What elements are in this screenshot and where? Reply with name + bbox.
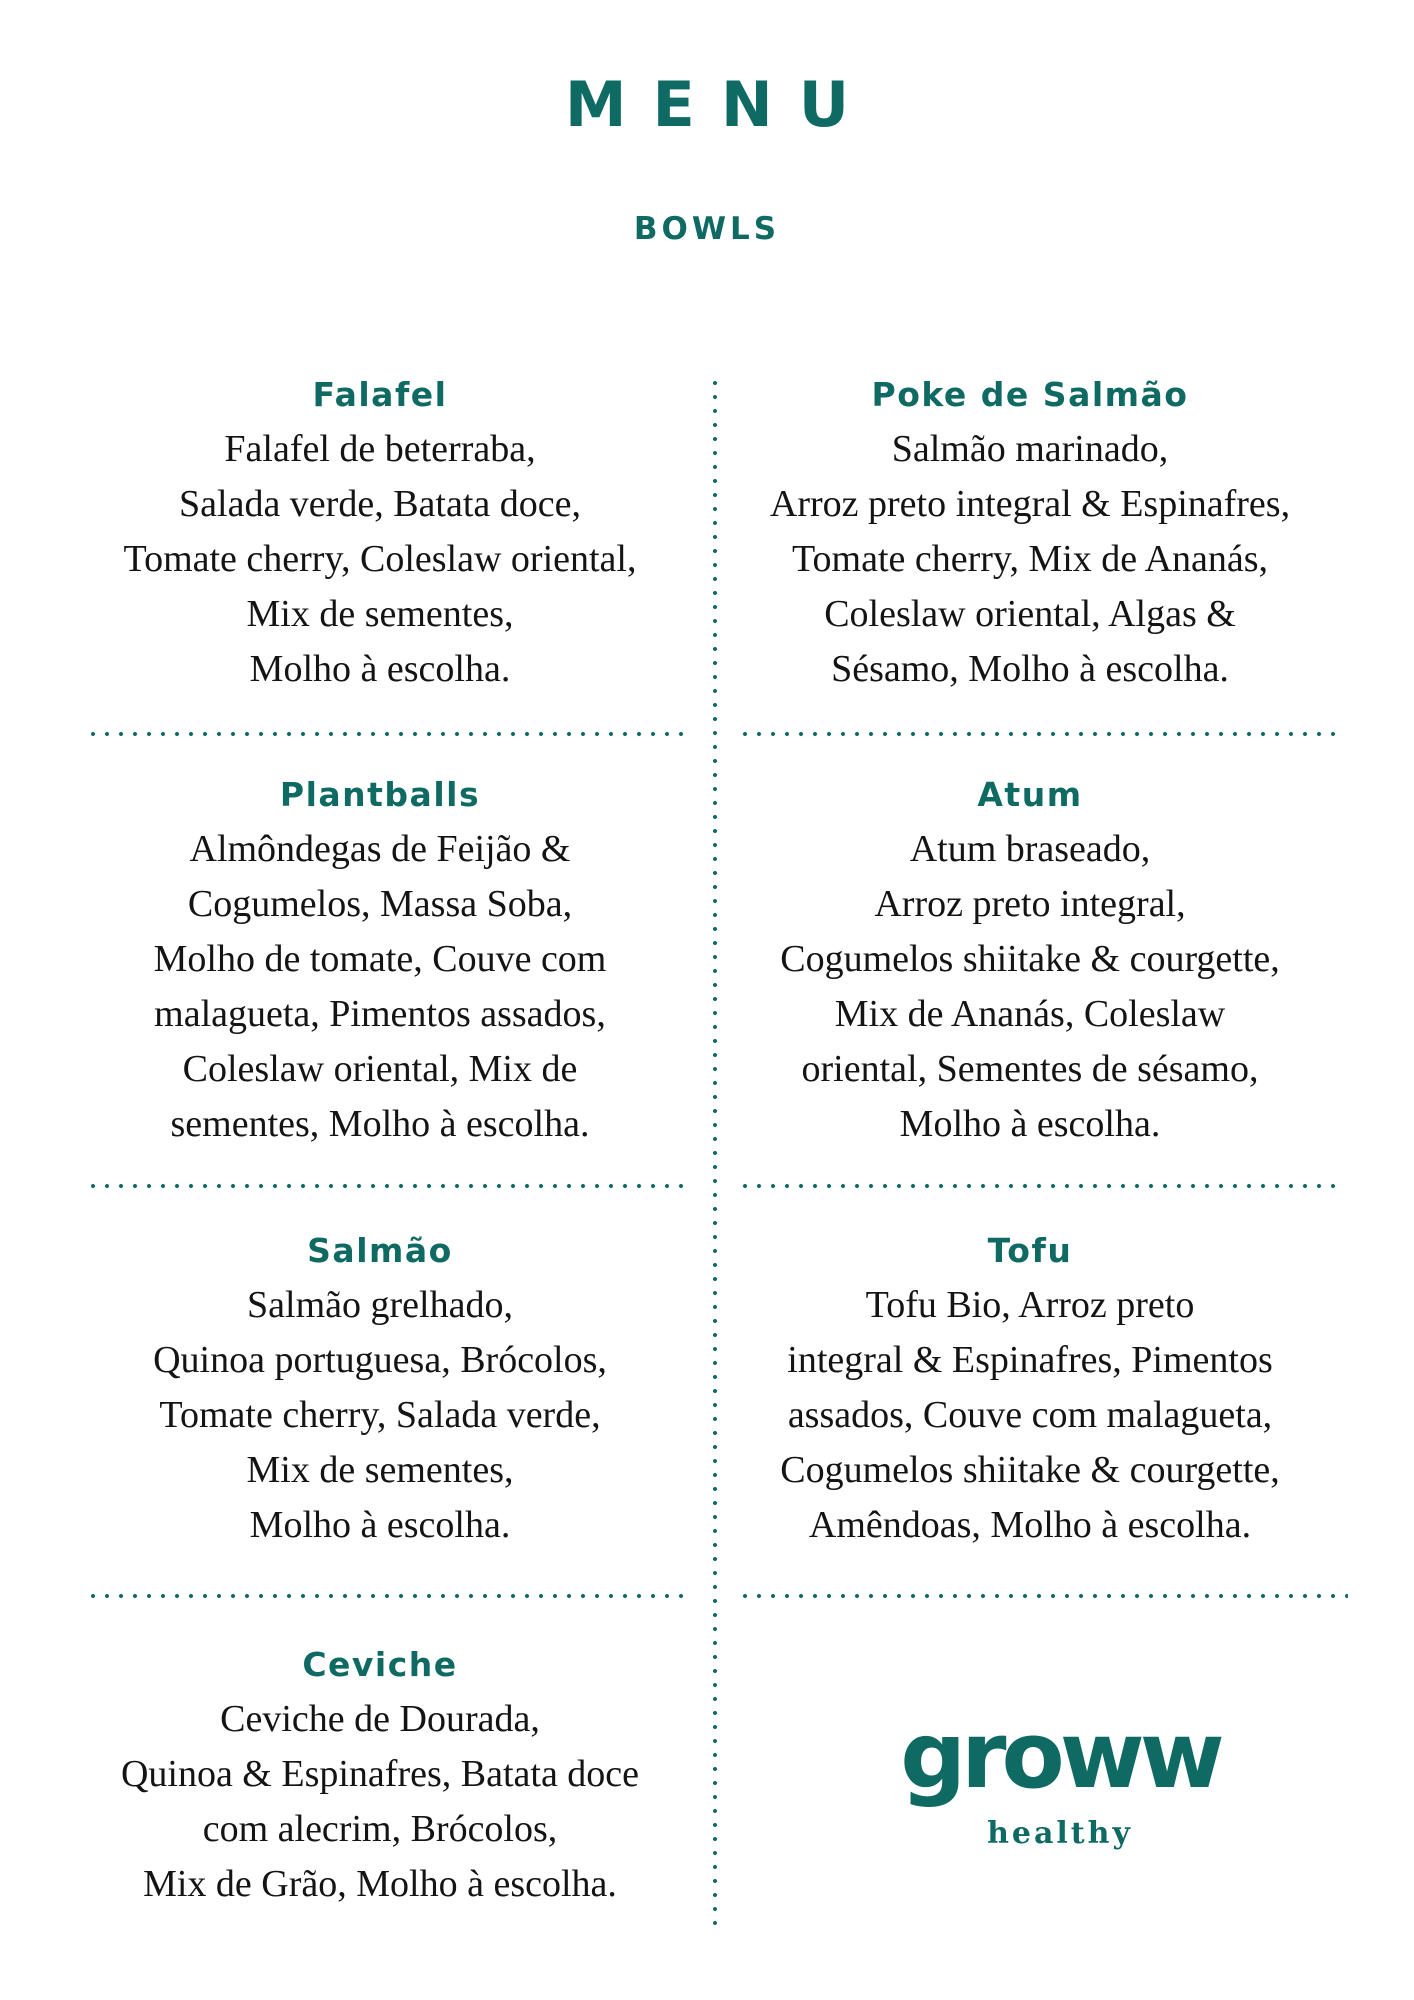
item-name: Falafel: [312, 375, 448, 414]
item-name: Ceviche: [302, 1645, 458, 1684]
vertical-dotted-divider: [713, 376, 717, 1926]
item-description-line: Molho à escolha.: [899, 1103, 1161, 1145]
item-description-line: Tomate cherry, Coleslaw oriental,: [123, 538, 637, 580]
item-description-line: Quinoa & Espinafres, Batata doce: [120, 1753, 640, 1795]
item-description-line: Tomate cherry, Mix de Ananás,: [791, 538, 1269, 580]
item-name: Salmão: [307, 1231, 453, 1270]
item-description-line: Atum braseado,: [909, 828, 1151, 870]
menu-title: MENU: [564, 68, 876, 141]
item-description-line: Cogumelos shiitake & courgette,: [780, 938, 1280, 980]
item-description-line: integral & Espinafres, Pimentos: [787, 1339, 1273, 1381]
item-description-line: Molho à escolha.: [249, 1504, 511, 1546]
item-description-line: Cogumelos shiitake & courgette,: [780, 1449, 1280, 1491]
horizontal-dotted-divider: [738, 1184, 1344, 1188]
item-name: Atum: [977, 775, 1083, 814]
item-name: Plantballs: [279, 775, 481, 814]
item-description-line: Falafel de beterraba,: [224, 428, 536, 470]
item-description-line: Mix de sementes,: [246, 593, 514, 635]
item-description-line: Arroz preto integral & Espinafres,: [769, 483, 1291, 525]
menu-item-atum: [730, 767, 1330, 1152]
item-description-line: Molho de tomate, Couve com: [153, 938, 607, 980]
horizontal-dotted-divider: [86, 1184, 692, 1188]
item-description-line: Salada verde, Batata doce,: [179, 483, 581, 525]
logo-wordmark: groww: [900, 1702, 1220, 1809]
item-description-line: Mix de sementes,: [246, 1449, 514, 1491]
menu-item-plantballs: [80, 767, 680, 1152]
item-description-line: com alecrim, Brócolos,: [202, 1808, 558, 1850]
menu-item-falafel: [80, 367, 680, 697]
horizontal-dotted-divider: [86, 1594, 692, 1598]
item-description-line: Molho à escolha.: [249, 648, 511, 690]
item-description-line: Cogumelos, Massa Soba,: [187, 883, 573, 925]
horizontal-dotted-divider: [738, 1594, 1348, 1598]
item-description-line: assados, Couve com malagueta,: [787, 1394, 1273, 1436]
menu-item-salmao: [80, 1223, 680, 1553]
item-description-line: Salmão marinado,: [891, 428, 1169, 470]
item-description-line: malagueta, Pimentos assados,: [154, 993, 606, 1035]
item-description-line: Almôndegas de Feijão &: [189, 828, 571, 870]
menu-item-poke-de-salmao: [730, 367, 1330, 697]
item-description-line: Coleslaw oriental, Algas &: [824, 593, 1236, 635]
item-description-line: oriental, Sementes de sésamo,: [801, 1048, 1259, 1090]
item-description-line: Tomate cherry, Salada verde,: [159, 1394, 601, 1436]
item-description-line: Coleslaw oriental, Mix de: [182, 1048, 578, 1090]
horizontal-dotted-divider: [86, 732, 692, 736]
menu-item-ceviche: [80, 1637, 680, 1912]
item-description-line: Mix de Ananás, Coleslaw: [834, 993, 1226, 1035]
logo-tagline: healthy: [987, 1816, 1133, 1851]
item-description-line: Salmão grelhado,: [247, 1284, 513, 1326]
item-description-line: Quinoa portuguesa, Brócolos,: [153, 1339, 607, 1381]
item-description-line: Sésamo, Molho à escolha.: [831, 648, 1229, 690]
item-description-line: Mix de Grão, Molho à escolha.: [143, 1863, 617, 1905]
item-description-line: Ceviche de Dourada,: [220, 1698, 540, 1740]
item-description-line: Arroz preto integral,: [874, 883, 1186, 925]
menu-item-tofu: [730, 1223, 1330, 1553]
horizontal-dotted-divider: [738, 732, 1344, 736]
brand-logo: [860, 1702, 1260, 1851]
item-name: Tofu: [987, 1231, 1073, 1270]
item-description-line: Amêndoas, Molho à escolha.: [808, 1504, 1252, 1546]
item-description-line: sementes, Molho à escolha.: [170, 1103, 590, 1145]
section-title-bowls: BOWLS: [633, 211, 781, 247]
item-name: Poke de Salmão: [871, 375, 1189, 414]
item-description-line: Tofu Bio, Arroz preto: [865, 1284, 1195, 1326]
